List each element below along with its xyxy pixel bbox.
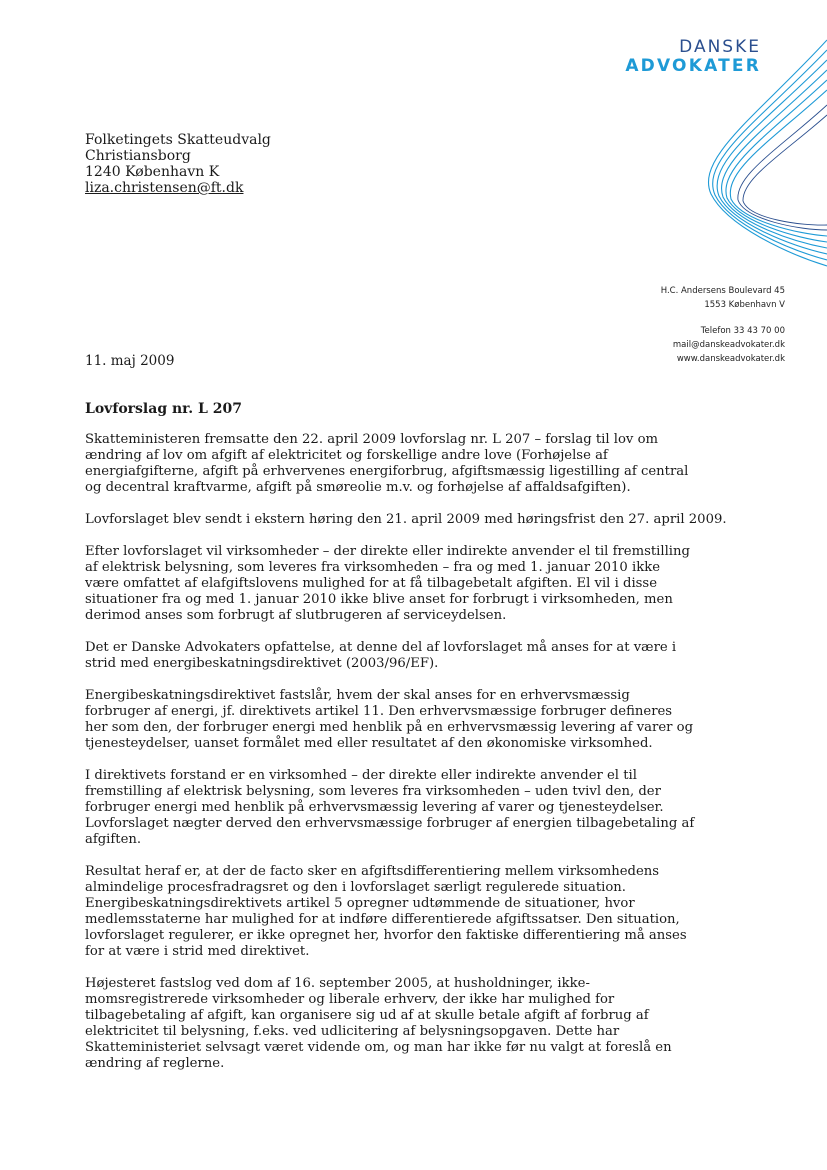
recipient-city: 1240 København K <box>85 164 220 180</box>
sender-address-line-2: 1553 København V <box>704 300 785 310</box>
body-paragraph: I direktivets forstand er en virksomhed – der direkte eller indirekte anvender el til fremstilling af elektrisk belysning, som leveres fra virksomheden – uden tvivl den, der forbruger energi med henblik på erhvervsmæssig levering af varer og tjenesteydelser. Lovforslaget nægter derved den erhvervsmæssige forbruger af energien tilbagebetaling af afgiften. <box>85 768 695 847</box>
recipient-email-link[interactable]: liza.christensen@ft.dk <box>85 180 244 196</box>
body-paragraph: Det er Danske Advokaters opfattelse, at denne del af lovforslaget må anses for at være i strid med energibeskatningsdirektivet (2003/96/EF). <box>85 640 677 671</box>
logo-line-1: DANSKE <box>679 37 761 57</box>
sender-phone: Telefon 33 43 70 00 <box>700 326 785 336</box>
recipient-street: Christiansborg <box>85 148 191 164</box>
letter-subject: Lovforslag nr. L 207 <box>85 401 242 417</box>
body-paragraph: Højesteret fastslog ved dom af 16. september 2005, at husholdninger, ikke-momsregistrerede virksomheder og liberale erhverv, der ikke har mulighed for tilbagebetaling af afgift, kan organisere sig ud af at skulle betale afgift af forbrug af elektricitet til belysning, f.eks. ved udlicitering af belysningsopgaven. Dette har Skatteministeriet selvsagt været vidende om, og man har ikke før nu valgt at foreslå en ændring af reglerne. <box>85 976 672 1071</box>
logo-swoosh-graphic <box>700 20 827 275</box>
recipient-name: Folketingets Skatteudvalg <box>85 132 271 148</box>
sender-contact <box>661 284 785 366</box>
letter-body <box>85 432 727 1088</box>
sender-address-line-1: H.C. Andersens Boulevard 45 <box>660 286 785 296</box>
body-paragraph: Efter lovforslaget vil virksomheder – der direkte eller indirekte anvender el til fremstilling af elektrisk belysning, som leveres fra virksomheden – fra og med 1. januar 2010 ikke være omfattet af elafgiftslovens mulighed for at få tilbagebetalt afgiften. El vil i disse situationer fra og med 1. januar 2010 ikke blive anset for forbrugt i virksomheden, men derimod anses som forbrugt af slutbrugeren af serviceydelsen. <box>85 544 690 623</box>
body-paragraph: Skatteministeren fremsatte den 22. april 2009 lovforslag nr. L 207 – forslag til lov om ændring af lov om afgift af elektricitet og forskellige andre love (Forhøjelse af energiafgifterne, afgift på erhvervenes energiforbrug, afgiftsmæssig ligestilling af central og decentral kraftvarme, afgift på smøreolie m.v. og forhøjelse af affaldsafgiften). <box>85 432 689 495</box>
sender-email-link[interactable]: mail@danskeadvokater.dk <box>672 340 785 350</box>
recipient-address <box>85 132 271 196</box>
logo-line-2: ADVOKATER <box>625 56 761 76</box>
body-paragraph: Resultat heraf er, at der de facto sker en afgiftsdifferentiering mellem virksomhedens almindelige procesfradragsret og den i lovforslaget særligt regulerede situation. Energibeskatningsdirektivets artikel 5 opregner udtømmende de situationer, hvor medlemsstaterne har mulighed for at indføre differentierede afgiftssatser. Den situation, lovforslaget regulerer, er ikke opregnet her, hvorfor den faktiske differentiering må anses for at være i strid med direktivet. <box>85 864 687 959</box>
body-paragraph: Energibeskatningsdirektivet fastslår, hvem der skal anses for en erhvervsmæssig forbruger af energi, jf. direktivets artikel 11. Den erhvervsmæssige forbruger defineres her som den, der forbruger energi med henblik på en erhvervsmæssig levering af varer og tjenesteydelser, uanset formålet med eller resultatet af den økonomiske virksomhed. <box>85 688 694 751</box>
sender-website-link[interactable]: www.danskeadvokater.dk <box>676 354 785 364</box>
body-paragraph: Lovforslaget blev sendt i ekstern høring den 21. april 2009 med høringsfrist den 27. april 2009. <box>85 512 727 527</box>
letter-date: 11. maj 2009 <box>85 353 175 369</box>
